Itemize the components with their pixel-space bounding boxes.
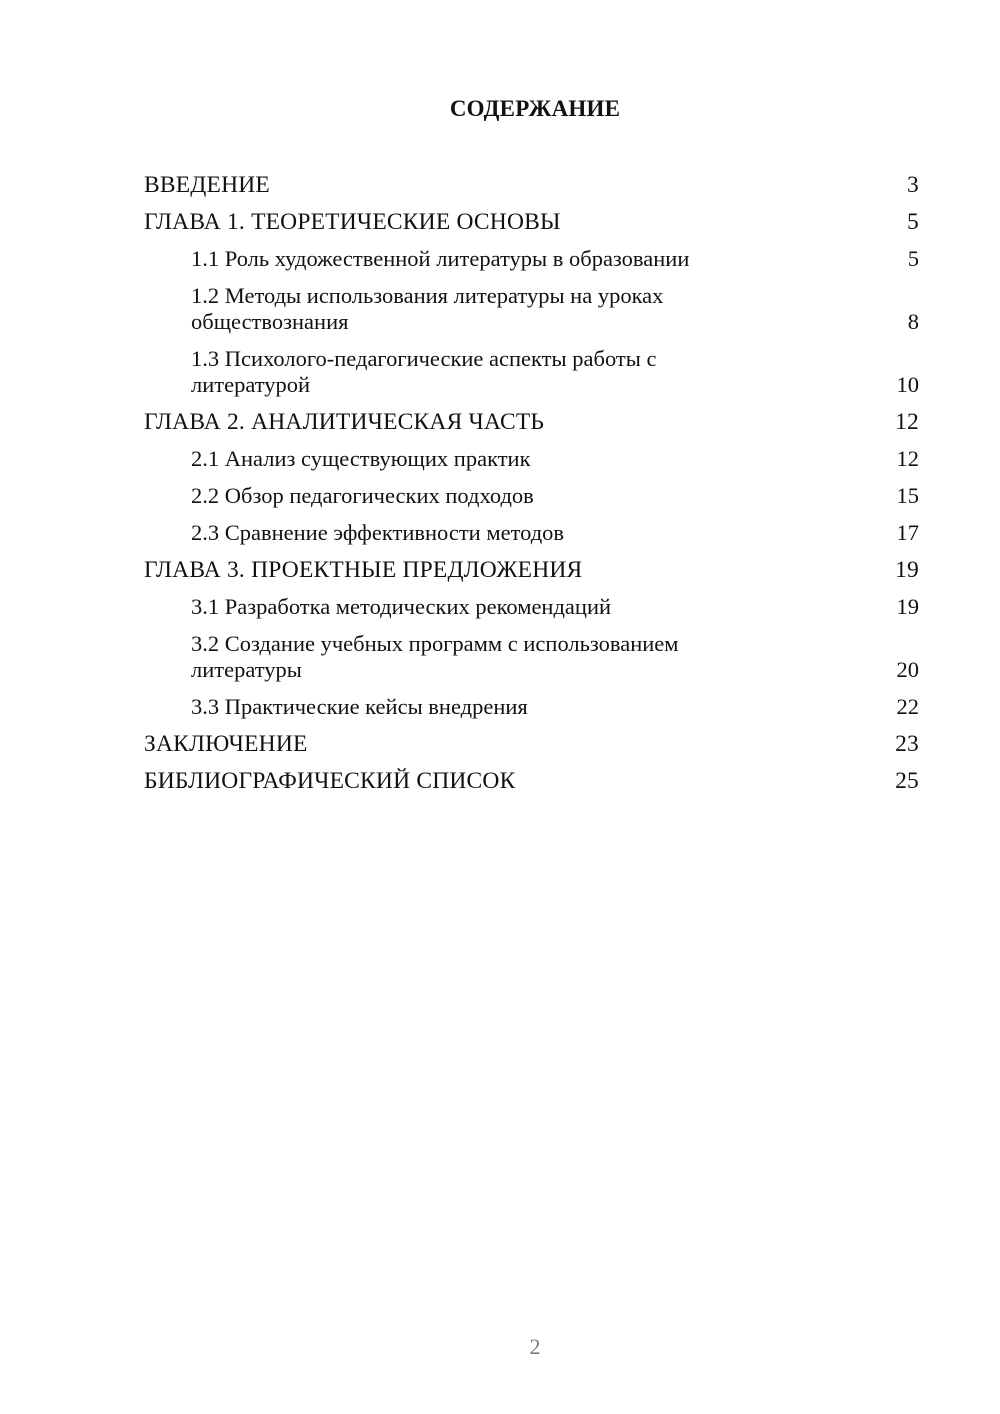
toc-entry-section-1-1 <box>144 242 919 279</box>
toc-entry-section-2-3 <box>144 516 919 553</box>
toc-entry-section-1-3 <box>144 342 919 405</box>
toc-entry-label: 1.1 Роль художественной литературы в образовании <box>191 246 690 271</box>
toc-entry-label: ГЛАВА 1. ТЕОРЕТИЧЕСКИЕ ОСНОВЫ <box>144 209 561 235</box>
toc-entry-page: 19 <box>896 594 919 619</box>
toc-entry-label: ГЛАВА 2. АНАЛИТИЧЕСКАЯ ЧАСТЬ <box>144 409 545 435</box>
toc-entry-page: 15 <box>896 483 919 508</box>
toc-entry-page: 23 <box>895 731 919 757</box>
toc-entry-introduction <box>144 168 919 205</box>
toc-entry-label: 3.2 Создание учебных программ с использованием литературы <box>191 631 679 682</box>
toc-entry-chapter-3 <box>144 553 919 590</box>
toc-entry-page: 10 <box>896 372 919 397</box>
toc-entry-page: 22 <box>896 694 919 719</box>
toc-entry-section-3-2 <box>144 627 919 690</box>
toc-entry-section-2-1 <box>144 442 919 479</box>
toc-entry-section-3-1 <box>144 590 919 627</box>
toc-entry-page: 20 <box>896 657 919 682</box>
toc-entry-label: 1.3 Психолого-педагогические аспекты работы с литературой <box>191 346 657 397</box>
toc-entry-page: 5 <box>907 246 919 271</box>
toc-entry-bibliography <box>144 764 919 801</box>
toc-entry-label: 2.1 Анализ существующих практик <box>191 446 531 471</box>
toc-entry-section-2-2 <box>144 479 919 516</box>
toc-entry-label: 2.2 Обзор педагогических подходов <box>191 483 534 508</box>
toc-entry-label: 1.2 Методы использования литературы на уроках обществознания <box>191 283 664 334</box>
toc-entry-label: 3.3 Практические кейсы внедрения <box>191 694 528 719</box>
toc-entry-label: ВВЕДЕНИЕ <box>144 172 270 198</box>
toc-entry-chapter-2 <box>144 405 919 442</box>
toc-entry-page: 3 <box>907 172 919 198</box>
toc-entry-page: 25 <box>895 768 919 794</box>
toc-entry-section-3-3 <box>144 690 919 727</box>
page-number: 2 <box>529 1334 541 1359</box>
toc-entry-label: БИБЛИОГРАФИЧЕСКИЙ СПИСОК <box>144 768 516 794</box>
page-title: СОДЕРЖАНИЕ <box>449 96 621 121</box>
toc-entry-section-1-2 <box>144 279 919 342</box>
toc-entry-page: 17 <box>896 520 919 545</box>
toc-entry-label: 2.3 Сравнение эффективности методов <box>191 520 565 545</box>
table-of-contents <box>144 168 919 801</box>
toc-entry-label: ЗАКЛЮЧЕНИЕ <box>144 731 308 757</box>
toc-entry-label: ГЛАВА 3. ПРОЕКТНЫЕ ПРЕДЛОЖЕНИЯ <box>144 557 583 583</box>
toc-entry-page: 19 <box>895 557 919 583</box>
toc-entry-conclusion <box>144 727 919 764</box>
toc-entry-label: 3.1 Разработка методических рекомендаций <box>191 594 612 619</box>
toc-entry-page: 12 <box>896 446 919 471</box>
toc-entry-page: 5 <box>907 209 919 235</box>
toc-entry-page: 12 <box>895 409 919 435</box>
toc-entry-page: 8 <box>907 309 919 334</box>
toc-entry-chapter-1 <box>144 205 919 242</box>
